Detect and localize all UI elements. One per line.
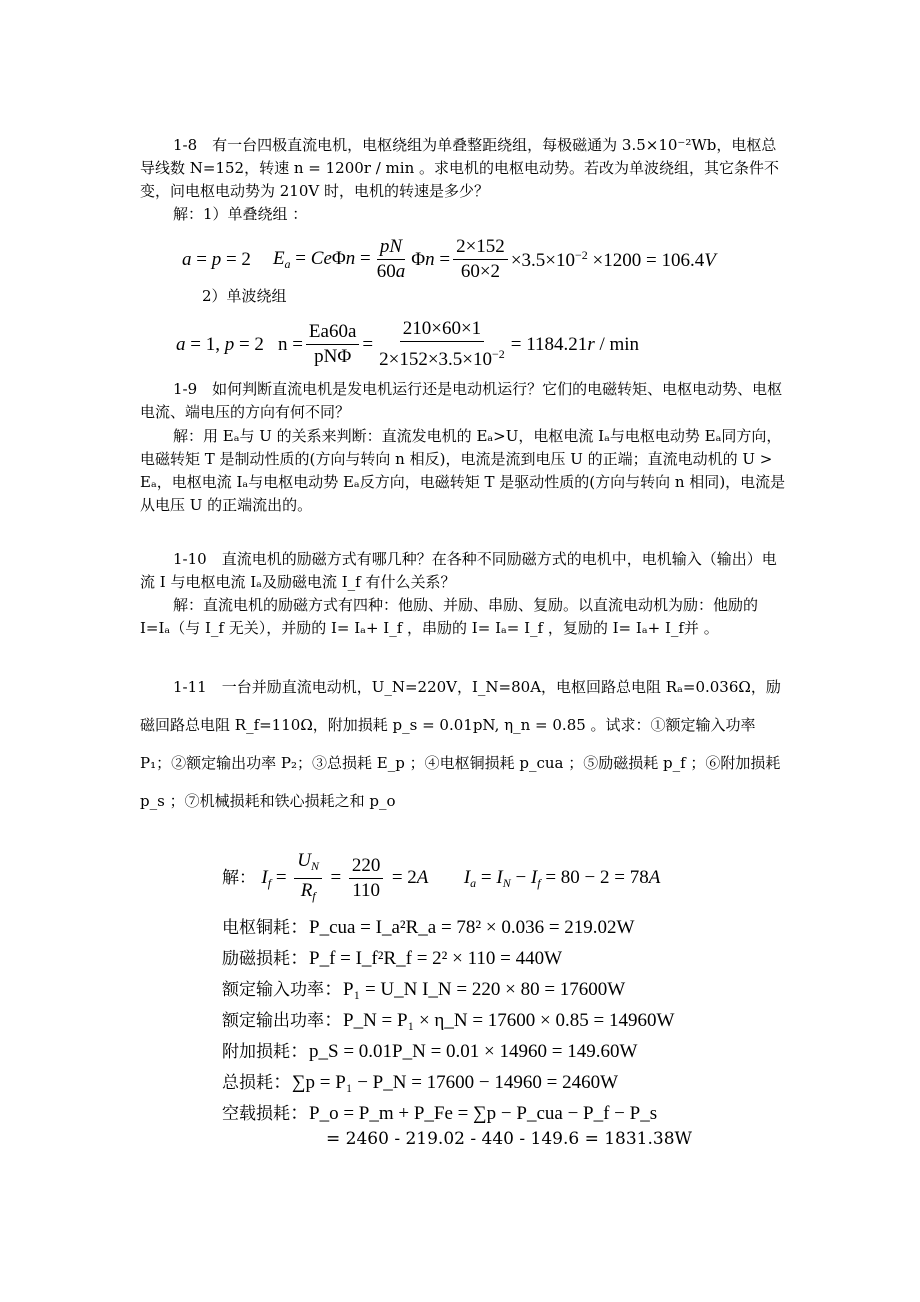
problem-1-11-row-copper: 电枢铜耗：P_cua = I_a²R_a = 78² × 0.036 = 219.02W — [222, 917, 635, 938]
problem-1-11-final-line: = 2460 - 219.02 - 440 - 149.6 = 1831.38W — [326, 1129, 692, 1149]
problem-1-8-equation-2: a = 1, p = 2 n = $\frac{Ea60a}{\text{pNΦ}}$ = $\frac{210\times 60\times 1}{2\times 152\times 3.5\times 10^{-2}}$ = 1184.21r / min — [176, 318, 640, 370]
problem-1-11-row-field: 励磁损耗：P_f = I_f²R_f = 2² × 110 = 440W — [222, 948, 563, 969]
problem-1-10-answer: 解：直流电机的励磁方式有四种：他励、并励、串励、复励。以直流电动机为励：他励的 I=Iₐ（与 I_f 无关），并励的 I= Iₐ+ I_f ，串励的 I= Iₐ= I_f ，复励的 I= Iₐ+ I_f并 。 — [140, 596, 759, 637]
problem-1-11-row-additional: 附加损耗：p_S = 0.01P_N = 0.01 × 14960 = 149.60W — [222, 1041, 638, 1062]
problem-1-11-row-input-power: 额定输入功率：P₁ = U_N I_N = 220 × 80 = 17600W — [222, 979, 626, 1000]
problem-1-11-text: 1-11 一台并励直流电动机，U_N=220V，I_N=80A，电枢回路总电阻 Rₐ=0.036Ω，励磁回路总电阻 R_f=110Ω，附加损耗 p_s = 0.01pN, η_n = 0.85 。试求：①额定输入功率 P₁；②额定输出功率 P₂；③总损耗 E_p ；④电枢铜损耗 p_cua ；⑤励磁损耗 p_f ；⑥附加损耗 p_s ；⑦机械损耗和铁心损耗之和 p_o — [140, 678, 781, 810]
problem-1-11-if-line: 解： $I_f$ = $\frac{U_N}{R_f}$ = $\frac{220}{110}$ = 2A $I_a = I_N - I_f = 80 - 2 = 78A$ — [222, 850, 661, 903]
problem-1-8-solution-label: 解：1）单叠绕组 ： — [173, 205, 308, 223]
problem-1-9-text: 1-9 如何判断直流电机是发电机运行还是电动机运行？它们的电磁转矩、电枢电动势、电枢电流、端电压的方向有何不同？ — [140, 380, 783, 421]
problem-1-11-row-noload: 空载损耗：P_o = P_m + P_Fe = ∑p − P_cua − P_f − P_s — [222, 1103, 658, 1124]
problem-1-9-answer: 解：用 Eₐ与 U 的关系来判断：直流发电机的 Eₐ>U，电枢电流 Iₐ与电枢电动势 Eₐ同方向，电磁转矩 T 是制动性质的(方向与转向 n 相反)，电流是流到电压 U 的正端；直流电动机的 U > Eₐ，电枢电流 Iₐ与电枢电动势 Eₐ反方向，电磁转矩 T 是驱动性质的(方向与转向 n 相同)，电流是从电压 U 的正端流出的。 — [140, 427, 786, 514]
problem-1-11-row-total: 总损耗：∑p = P₁ − P_N = 17600 − 14960 = 2460W — [222, 1072, 619, 1093]
problem-1-10-text: 1-10 直流电机的励磁方式有哪几种？在各种不同励磁方式的电机中，电机输入（输出）电流 I 与电枢电流 Iₐ及励磁电流 I_f 有什么关系？ — [140, 550, 777, 591]
problem-1-11-row-output-power: 额定输出功率：P_N = P₁ × η_N = 17600 × 0.85 = 14960W — [222, 1010, 675, 1031]
problem-1-8-text: 1-8 有一台四极直流电机，电枢绕组为单叠整距绕组，每极磁通为 3.5×10⁻²Wb，电枢总导线数 N=152，转速 n = 1200r / min 。求电机的电枢电动势。若改为单波绕组，其它条件不变，问电枢电动势为 210V 时，电机的转速是多少？ — [140, 136, 780, 200]
problem-1-8-sub2-label: 2）单波绕组 — [202, 287, 287, 305]
problem-1-8-equation-1: a = p = 2 $E_a = Ce\Phi n$ = $\frac{pN}{60a}$ Φn = $\frac{2\times 152}{60\times 2}$ $\times 3.5\times 10^{-2} \times 1200 = 106.4V$ — [182, 236, 716, 282]
